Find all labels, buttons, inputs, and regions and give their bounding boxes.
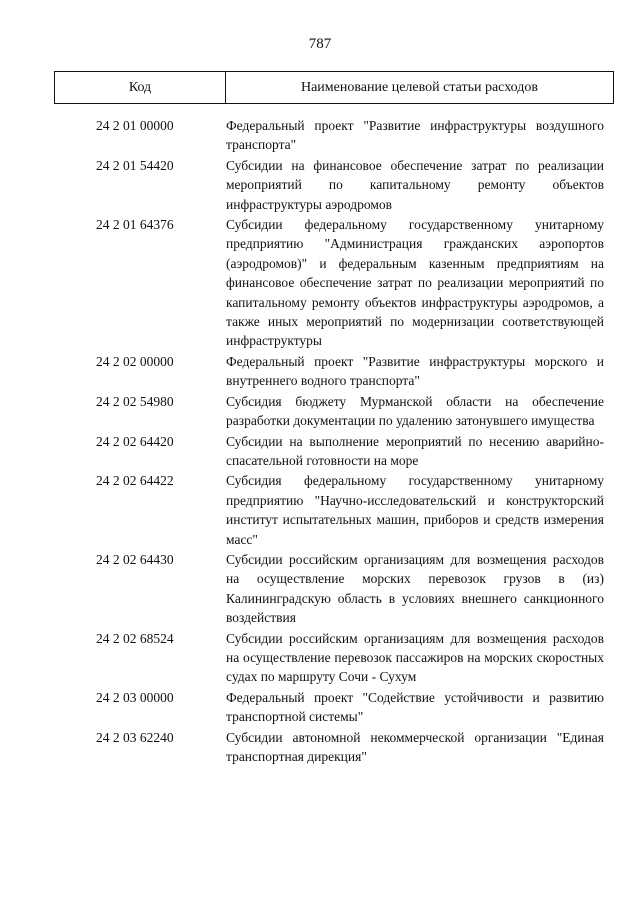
- row-name: Субсидии российским организациям для возмещения расходов на осуществление морских перевозок грузов в (из) Калининградскую область в условиях внешнего санкционного воздействия: [226, 551, 604, 626]
- row-code: 24 2 01 64376: [96, 217, 174, 233]
- header-code: Код: [55, 72, 226, 103]
- row-name: Федеральный проект "Развитие инфраструктуры воздушного транспорта": [226, 118, 604, 153]
- row-code: 24 2 02 64422: [96, 473, 174, 489]
- table-row: [0, 156, 640, 214]
- table-row: [0, 432, 640, 471]
- table-header: [54, 71, 614, 104]
- table-row: [0, 728, 640, 767]
- row-name: Субсидии федеральному государственному унитарному предприятию "Администрация гражданских аэропортов (аэродромов)" и федеральным казенным предприятиям на финансовое обеспечение затрат по реализации мероприятий по капитальному ремонту объектов инфраструктуры аэродромов, а также иных мероприятий по модернизации соответствующей инфраструктуры: [226, 217, 604, 349]
- row-code: 24 2 02 00000: [96, 353, 174, 369]
- row-code: 24 2 02 54980: [96, 393, 174, 409]
- page-number: 787: [308, 36, 332, 52]
- row-name: Субсидия федеральному государственному унитарному предприятию "Научно-исследовательский и конструкторский институт испытательных машин, приборов и средств измерения масс": [226, 473, 604, 547]
- row-name: Федеральный проект "Содействие устойчивости и развитию транспортной системы": [226, 689, 604, 725]
- table-row: [0, 688, 640, 727]
- table-row: [0, 629, 640, 687]
- table-row: [0, 215, 640, 351]
- row-code: 24 2 02 64430: [96, 551, 174, 567]
- row-name: Субсидии автономной некоммерческой организации "Единая транспортная дирекция": [226, 729, 604, 764]
- header-name: Наименование целевой статьи расходов: [300, 79, 539, 95]
- row-name: Субсидия бюджету Мурманской области на обеспечение разработки документации по удалению затонувшего имущества: [226, 393, 604, 429]
- row-code: 24 2 03 00000: [96, 689, 174, 705]
- row-name: Федеральный проект "Развитие инфраструктуры морского и внутреннего водного транспорта": [226, 353, 604, 389]
- table-row: [0, 116, 640, 155]
- table-row: [0, 352, 640, 391]
- row-name: Субсидии на выполнение мероприятий по несению аварийно-спасательной готовности на море: [226, 433, 604, 468]
- table-row: [0, 471, 640, 549]
- table-row: [0, 392, 640, 431]
- row-code: 24 2 03 62240: [96, 729, 174, 745]
- row-code: 24 2 02 68524: [96, 630, 174, 646]
- table-row: [0, 550, 640, 628]
- row-code: 24 2 01 00000: [96, 118, 174, 133]
- row-code: 24 2 01 54420: [96, 157, 174, 173]
- row-name: Субсидии российским организациям для возмещения расходов на осуществление перевозок пассажиров на морских скоростных судах по маршруту Сочи - Сухум: [226, 630, 604, 685]
- row-code: 24 2 02 64420: [96, 433, 174, 449]
- row-name: Субсидии на финансовое обеспечение затрат по реализации мероприятий по капитальному ремонту объектов инфраструктуры аэродромов: [226, 157, 604, 212]
- table-body: [0, 116, 640, 767]
